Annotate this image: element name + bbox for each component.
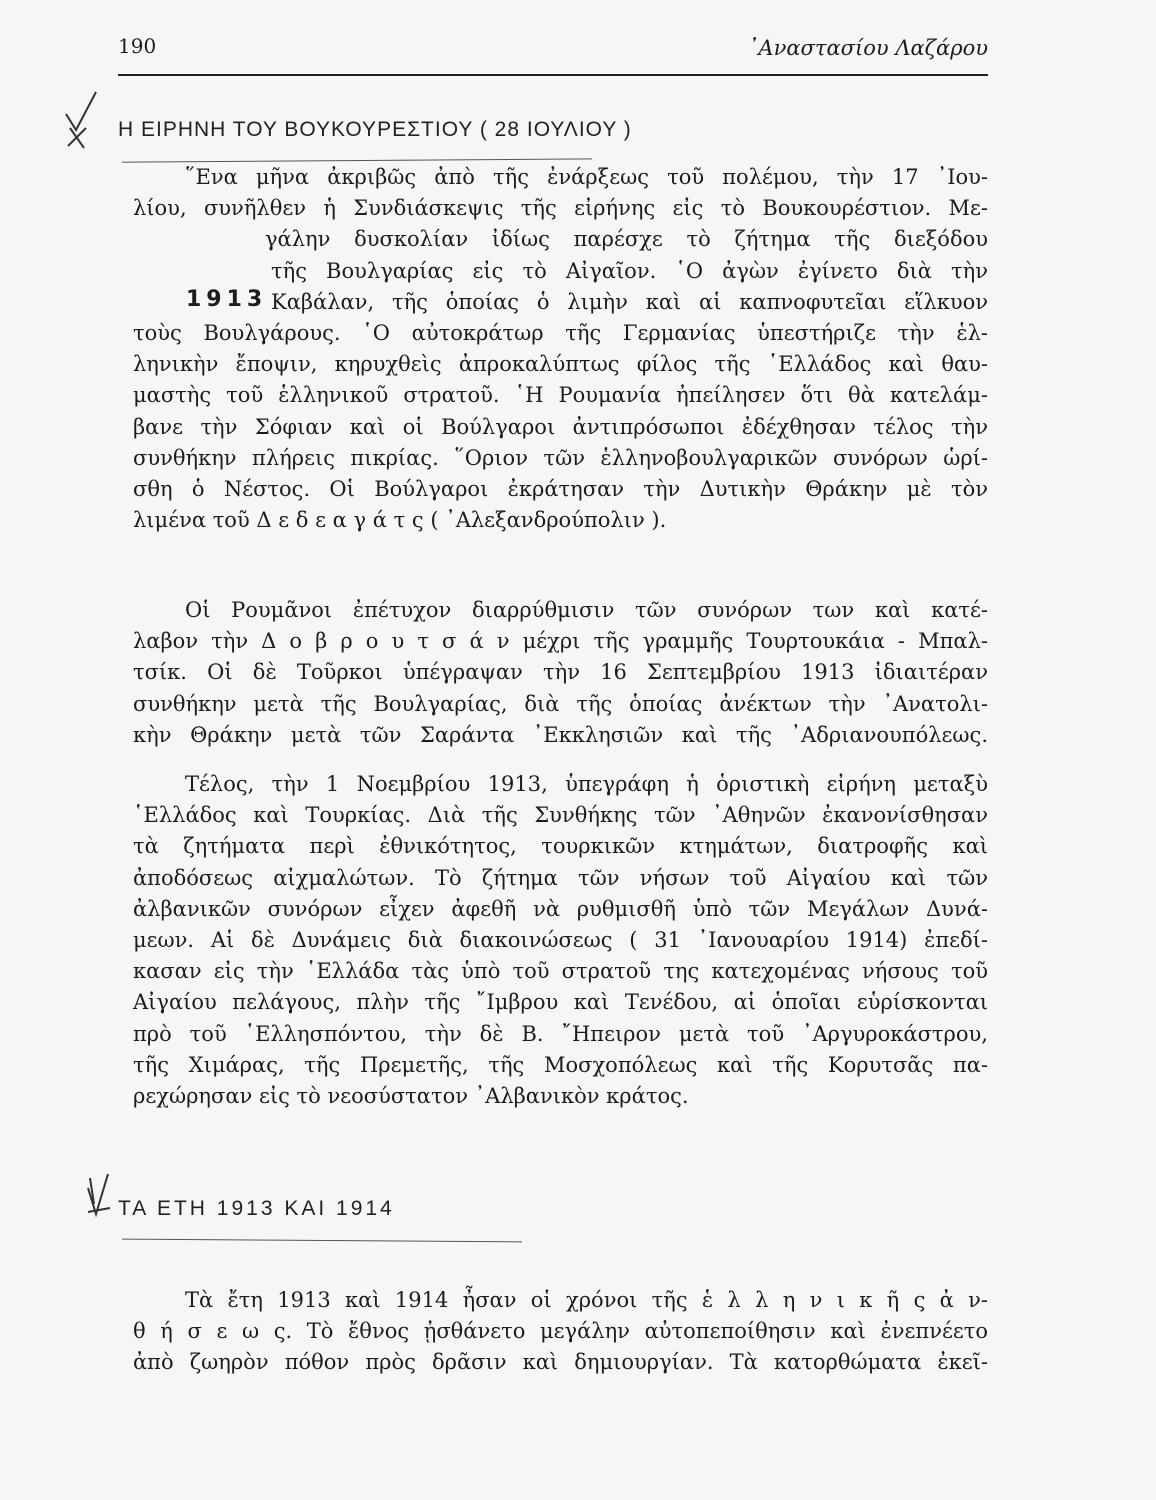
text-line: ἀλβανικῶν συνόρων εἶχεν ἀφεθῆ νὰ ρυθμισθῆ ὑπὸ τῶν Μεγάλων Δυνά- (133, 896, 988, 921)
paragraph (133, 162, 988, 536)
text-line: μαστὴς τοῦ ἑλληνικοῦ στρατοῦ. ῾Η Ρουμανία ἠπείλησεν ὅτι θὰ κατελάμ- (133, 383, 988, 408)
text-line: Τὰ ἔτη 1913 καὶ 1914 ἦσαν οἱ χρόνοι τῆς ἑ λ λ η ν ι κ ῆ ς ἀ ν- (185, 1288, 988, 1312)
text-line: Τέλος, τὴν 1 Νοεμβρίου 1913, ὑπεγράφη ἡ ὁριστικὴ εἰρήνη μεταξὺ (185, 772, 988, 796)
text-line: Οἱ Ρουμᾶνοι ἐπέτυχον διαρρύθμισιν τῶν συνόρων των καὶ κατέ- (185, 598, 988, 622)
text-line: σθη ὁ Νέστος. Οἱ Βούλγαροι ἐκράτησαν τὴν Δυτικὴν Θράκην μὲ τὸν (133, 476, 988, 501)
text-line: ἀποδόσεως αἰχμαλώτων. Τὸ ζήτημα τῶν νήσων τοῦ Αἰγαίου καὶ τῶν (133, 865, 988, 890)
text-line: κὴν Θράκην μετὰ τῶν Σαράντα ᾿Εκκλησιῶν καὶ τῆς ᾿Αδριανουπόλεως. (133, 722, 988, 747)
text-line: ληνικὴν ἔποψιν, κηρυχθεὶς ἀπροκαλύπτως φίλος τῆς ῾Ελλάδος καὶ θαυ- (133, 352, 988, 377)
text-line: τσίκ. Οἱ δὲ Τοῦρκοι ὑπέγραψαν τὴν 16 Σεπτεμβρίου 1913 ἰδιαιτέραν (133, 660, 988, 685)
text-line: βανε τὴν Σόφιαν καὶ οἱ Βούλγαροι ἀντιπρόσωποι ἐδέχθησαν τέλος τὴν (133, 414, 988, 439)
text-line: λιμένα τοῦ Δ ε δ ε α γ ά τ ς ( ᾿Αλεξανδρούπολιν ). (133, 508, 667, 533)
text-line: τοὺς Βουλγάρους. ῾Ο αὐτοκράτωρ τῆς Γερμανίας ὑπεστήριζε τὴν ἑλ- (133, 320, 988, 345)
text-line: Αἰγαίου πελάγους, πλὴν τῆς ῎Ιμβρου καὶ Τενέδου, αἱ ὁποῖαι εὑρίσκονται (133, 990, 988, 1015)
margin-year-label: 1913 (186, 287, 268, 312)
text-line: ῾Ελλάδος καὶ Τουρκίας. Διὰ τῆς Συνθήκης τῶν ᾿Αθηνῶν ἐκανονίσθησαν (133, 803, 988, 828)
paragraph (133, 1285, 988, 1379)
text-line: συνθήκην πλήρεις πικρίας. ῞Οριον τῶν ἑλληνοβουλγαρικῶν συνόρων ὡρί- (133, 445, 988, 470)
text-line: τῆς Χιμάρας, τῆς Πρεμετῆς, τῆς Μοσχοπόλεως καὶ τῆς Κορυτσᾶς πα- (133, 1052, 988, 1077)
text-line: λαβον τὴν Δ ο β ρ ο υ τ σ ά ν μέχρι τῆς γραμμῆς Τουρτουκάια - Μπαλ- (133, 629, 988, 654)
running-head-author: ᾿Αναστασίου Λαζάρου (747, 36, 988, 60)
text-line: ρεχώρησαν εἰς τὸ νεοσύστατον ᾿Αλβανικὸν κράτος. (133, 1083, 689, 1108)
handwritten-check-mark-icon (80, 1168, 120, 1238)
heading-underline (122, 1239, 522, 1243)
text-line: γάλην δυσκολίαν ἰδίως παρέσχε τὸ ζήτημα τῆς διεξόδου (265, 227, 988, 252)
handwritten-check-mark-icon (62, 88, 112, 152)
paragraph (133, 769, 988, 1112)
section-heading-peace-bucharest: Η ΕΙΡΗΝΗ ΤΟΥ ΒΟΥΚΟΥΡΕΣΤΙΟΥ ( 28 ΙΟΥΛΙΟΥ ) (118, 118, 632, 141)
text-line: τῆς Βουλγαρίας εἰς τὸ Αἰγαῖον. ῾Ο ἀγὼν ἐγίνετο διὰ τὴν (271, 258, 988, 283)
text-line: λίου, συνῆλθεν ἡ Συνδιάσκεψις τῆς εἰρήνης εἰς τὸ Βουκουρέστιον. Με- (133, 196, 988, 221)
text-line: ἀπὸ ζωηρὸν πόθον πρὸς δρᾶσιν καὶ δημιουργίαν. Τὰ κατορθώματα ἐκεῖ- (133, 1350, 988, 1375)
text-line: ῞Ενα μῆνα ἀκριβῶς ἀπὸ τῆς ἐνάρξεως τοῦ πολέμου, τὴν 17 ᾿Ιου- (185, 165, 988, 189)
text-line: τὰ ζητήματα περὶ ἐθνικότητος, τουρκικῶν κτημάτων, διατροφῆς καὶ (133, 834, 988, 859)
text-line: πρὸ τοῦ ῾Ελλησπόντου, τὴν δὲ Β. ῎Ηπειρον μετὰ τοῦ ᾿Αργυροκάστρου, (133, 1021, 988, 1046)
page-header (118, 34, 988, 76)
page-number: 190 (118, 34, 157, 58)
text-line: συνθήκην μετὰ τῆς Βουλγαρίας, διὰ τῆς ὁποίας ἀνέκτων τὴν ᾿Ανατολι- (133, 691, 988, 716)
paragraph (133, 595, 988, 751)
text-line: μεων. Αἱ δὲ Δυνάμεις διὰ διακοινώσεως ( 31 ᾿Ιανουαρίου 1914) ἐπεδί- (133, 927, 988, 952)
section-heading-years-1913-1914: ΤΑ ΕΤΗ 1913 ΚΑΙ 1914 (118, 1197, 395, 1220)
text-line: κασαν εἰς τὴν ῾Ελλάδα τὰς ὑπὸ τοῦ στρατοῦ της κατεχομένας νήσους τοῦ (133, 959, 988, 984)
text-line: θ ή σ ε ω ς. Τὸ ἔθνος ᾐσθάνετο μεγάλην αὐτοπεποίθησιν καὶ ἐνεπνέετο (133, 1319, 988, 1344)
text-line: Καβάλαν, τῆς ὁποίας ὁ λιμὴν καὶ αἱ καπνοφυτεῖαι εἵλκυον (271, 289, 988, 314)
